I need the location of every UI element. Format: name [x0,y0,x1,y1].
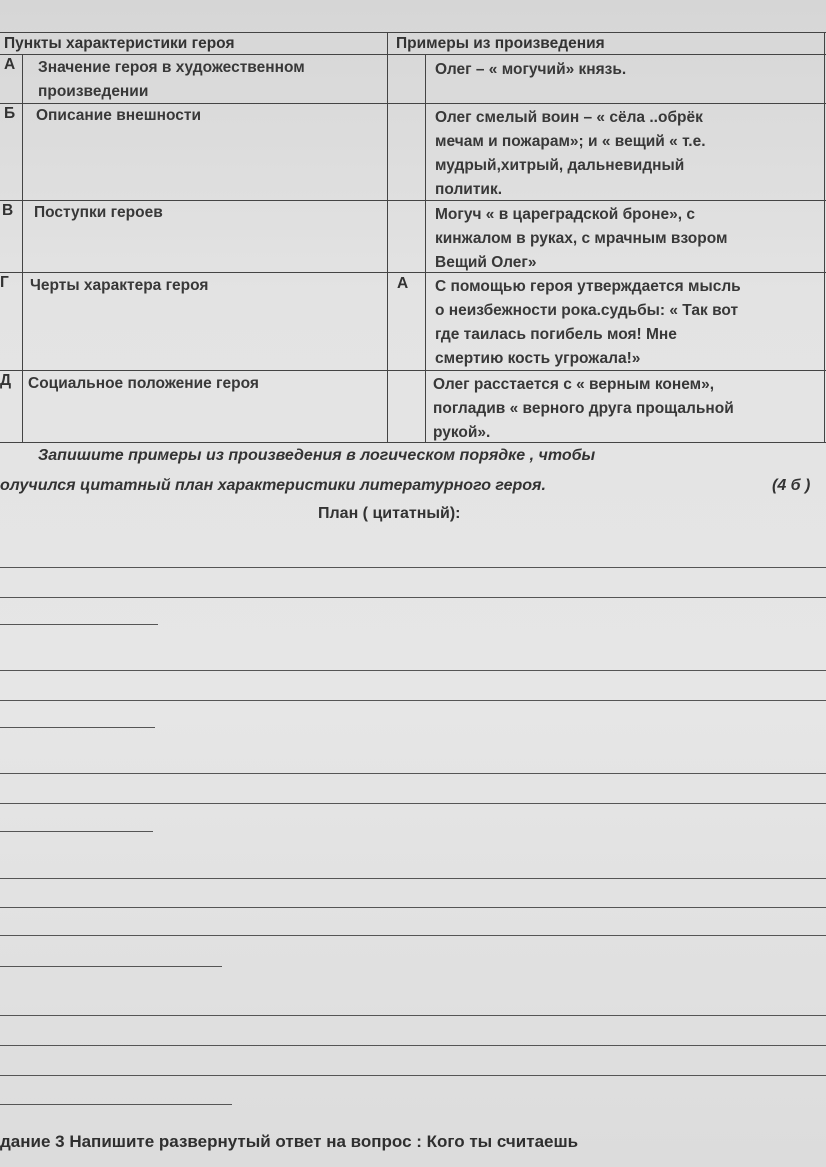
answer-line[interactable] [0,831,153,832]
example-cell [433,373,734,445]
table-rule [387,32,388,442]
feature-cell [34,201,163,225]
example-line: политик. [435,181,503,198]
example-line: С помощью героя утверждается мысль [435,278,741,295]
feature-cell [38,56,305,104]
example-cell [435,106,706,202]
answer-line[interactable] [0,803,826,804]
example-line: Олег расстается с « верным конем», [433,376,715,393]
example-line: смертию кость угрожала!» [435,350,641,367]
row-letter: Д [0,372,12,389]
feature-line: произведении [38,83,149,100]
example-line: где таилась погибель моя! Мне [435,326,677,343]
example-line: Могуч « в цареградской броне», с [435,206,695,223]
feature-cell [30,274,208,298]
example-line: мечам и пожарам»; и « вещий « т.е. [435,133,706,150]
example-line: о неизбежности рока.судьбы: « Так вот [435,302,739,319]
example-line: мудрый,хитрый, дальневидный [435,157,685,174]
answer-line[interactable] [0,966,222,967]
answer-line[interactable] [0,1075,826,1076]
feature-line: Описание внешности [36,107,201,124]
answer-line[interactable] [0,567,826,568]
table-rule [824,32,825,442]
feature-line: Черты характера героя [30,277,209,294]
feature-line: Значение героя в художественном [38,59,305,76]
plan-title: План ( цитатный): [318,505,461,522]
task-3-heading: дание 3 Напишите развернутый ответ на вопрос : Кого ты считаешь [0,1132,579,1151]
answer-line[interactable] [0,1104,232,1105]
feature-cell [36,104,201,128]
match-letter: А [397,275,409,292]
table-rule [425,54,426,442]
example-cell [435,275,741,371]
row-letter: Б [4,105,16,122]
answer-line[interactable] [0,935,826,936]
row-letter: А [4,56,16,73]
feature-cell [28,372,259,396]
answer-line[interactable] [0,773,826,774]
table-rule [22,54,23,442]
feature-line: Поступки героев [34,204,163,221]
example-line: кинжалом в руках, с мрачным взором [435,230,728,247]
answer-line[interactable] [0,1045,826,1046]
answer-line[interactable] [0,727,155,728]
example-line: рукой». [433,424,491,441]
answer-line[interactable] [0,1015,826,1016]
row-letter: Г [0,274,9,291]
example-line: погладив « верного друга прощальной [433,400,734,417]
example-cell [435,58,626,82]
answer-line[interactable] [0,878,826,879]
answer-line[interactable] [0,670,826,671]
task-points: (4 б ) [772,477,811,494]
answer-line[interactable] [0,907,826,908]
example-line: Олег смелый воин – « сёла ..обрёк [435,109,703,126]
task-instruction-line-1: Запишите примеры из произведения в логическом порядке , чтобы [38,447,596,464]
answer-line[interactable] [0,700,826,701]
answer-line[interactable] [0,624,158,625]
example-cell [435,203,727,275]
column-header-examples: Примеры из произведения [396,35,605,52]
task-instruction-line-2: олучился цитатный план характеристики литературного героя. [0,477,546,494]
feature-line: Социальное положение героя [28,375,259,392]
answer-line[interactable] [0,597,826,598]
example-line: Олег – « могучий» князь. [435,61,627,78]
row-letter: В [2,202,14,219]
column-header-features: Пункты характеристики героя [4,35,235,52]
example-line: Вещий Олег» [435,254,537,271]
